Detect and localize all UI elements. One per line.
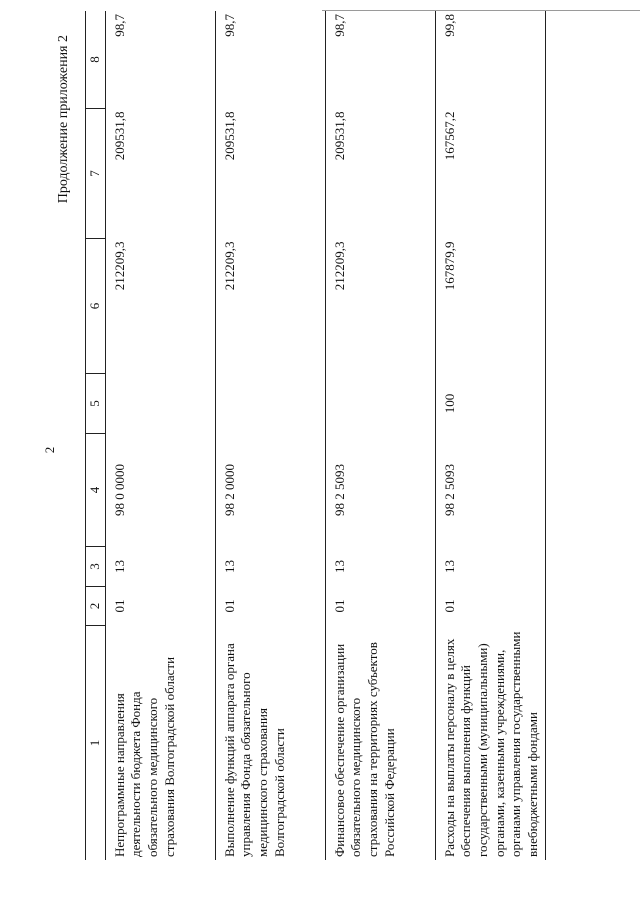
column-header: 5: [86, 374, 106, 434]
section-code-cell: 01: [215, 587, 325, 626]
table-row: [435, 11, 545, 860]
section-code-cell: 01: [105, 587, 215, 626]
column-header: 1: [86, 626, 106, 861]
expense-type-cell: [325, 374, 435, 434]
actual-amount-cell: 209531,8: [325, 109, 435, 239]
subsection-code-cell: 13: [105, 547, 215, 587]
row-name-cell: Финансовое обеспечение организации обязательного медицинского страхования на территориях субъектов Российской Федерации: [325, 626, 435, 861]
column-header: 3: [86, 547, 106, 587]
planned-amount-cell: 167879,9: [435, 239, 545, 374]
table-header-row: [86, 11, 106, 860]
column-header: 7: [86, 109, 106, 239]
subsection-code-cell: 13: [435, 547, 545, 587]
planned-amount-cell: 212209,3: [105, 239, 215, 374]
execution-percent-cell: 98,7: [215, 11, 325, 109]
row-name-cell: Расходы на выплаты персоналу в целях обеспечения выполнения функций государственными (муниципальными) органами, казенными учреждениями, органами управления государственными внебюджетными фондами: [435, 626, 545, 861]
planned-amount-cell: 212209,3: [325, 239, 435, 374]
execution-percent-cell: 98,7: [105, 11, 215, 109]
actual-amount-cell: 209531,8: [105, 109, 215, 239]
subsection-code-cell: 13: [325, 547, 435, 587]
row-name-cell: Непрограммные направления деятельности бюджета Фонда обязательного медицинского страхования Волгоградской области: [105, 626, 215, 861]
section-code-cell: 01: [325, 587, 435, 626]
target-article-cell: 98 0 0000: [105, 434, 215, 547]
section-code-cell: 01: [435, 587, 545, 626]
table-row: [215, 11, 325, 860]
target-article-cell: 98 2 0000: [215, 434, 325, 547]
budget-table: [85, 11, 546, 860]
execution-percent-cell: 99,8: [435, 11, 545, 109]
continuation-label: Продолжение приложения 2: [56, 35, 71, 204]
expense-type-cell: [215, 374, 325, 434]
expense-type-cell: 100: [435, 374, 545, 434]
actual-amount-cell: 209531,8: [215, 109, 325, 239]
row-name-cell: Выполнение функций аппарата органа управления Фонда обязательного медицинского страхования Волгоградской области: [215, 626, 325, 861]
column-header: 2: [86, 587, 106, 626]
planned-amount-cell: 212209,3: [215, 239, 325, 374]
table-row: [325, 11, 435, 860]
actual-amount-cell: 167567,2: [435, 109, 545, 239]
target-article-cell: 98 2 5093: [435, 434, 545, 547]
table-row: [105, 11, 215, 860]
column-header: 4: [86, 434, 106, 547]
execution-percent-cell: 98,7: [325, 11, 435, 109]
page-number: 2: [42, 446, 57, 454]
column-header: 8: [86, 11, 106, 109]
target-article-cell: 98 2 5093: [325, 434, 435, 547]
expense-type-cell: [105, 374, 215, 434]
column-header: 6: [86, 239, 106, 374]
subsection-code-cell: 13: [215, 547, 325, 587]
